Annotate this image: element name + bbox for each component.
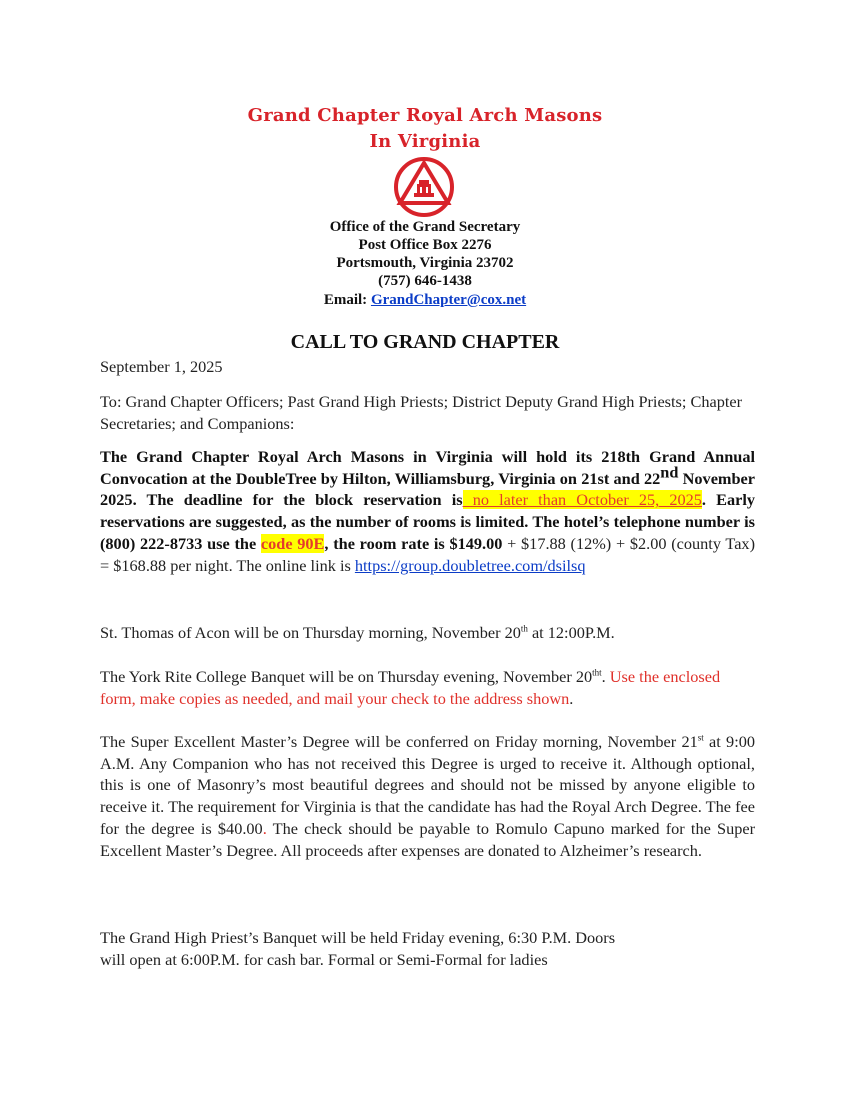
room-rate-text: , the room rate is $149.00 <box>324 533 503 553</box>
york-text-1: The York Rite College Banquet will be on Thursday evening, November 20 <box>100 667 593 686</box>
letterhead-subtitle: In Virginia <box>369 131 481 152</box>
banquet-paragraph <box>100 927 755 970</box>
recipients-line: To: Grand Chapter Officers; Past Grand High Priests; District Deputy Grand High Priests; Chapter Secretaries; and Companions: <box>100 392 743 433</box>
superscript: tht <box>592 667 602 678</box>
convocation-paragraph <box>100 446 755 576</box>
convocation-text-3: . Early reservations are suggested, as the number of rooms is limited. The hotel’s telephone number is (800) 222-8733 use the <box>100 490 756 553</box>
sem-red-dot: . <box>262 818 267 838</box>
office-name: Office of the Grand Secretary <box>329 219 521 235</box>
york-instructions-red: Use the enclosed form, make copies as needed, and mail your check to the address shown <box>100 667 721 708</box>
po-box: Post Office Box 2276 <box>358 237 492 253</box>
super-excellent-master-paragraph <box>100 731 755 861</box>
york-end: . <box>569 688 574 708</box>
superscript: st <box>697 732 704 743</box>
reservation-link[interactable]: https://group.doubletree.com/dsilsq <box>354 555 586 575</box>
york-rite-paragraph <box>100 666 755 709</box>
sem-text-3: The check should be payable to Romulo Capuno marked for the Super Excellent Master’s Degree. All proceeds after expenses are donated to Alzheimer’s research. <box>100 818 755 860</box>
sem-text-2: at 9:00 A.M. Any Companion who has not received this Degree is urged to receive it. Although optional, this is one of Masonry’s most beautiful degrees and should not be missed by anyone eligible to receive it. The requirement for Virginia is that the candidate has had the Royal Arch Degree. The fee for the degree is $40.00 <box>100 732 755 838</box>
convocation-text-1: The Grand Chapter Royal Arch Masons in Virginia will hold its 218th Grand Annual Convocation at the DoubleTree by Hilton, Williamsburg, Virginia on 21st and 22 <box>100 447 755 488</box>
email-label: Email: <box>323 292 371 308</box>
convocation-text-2: November 2025. The deadline for the block reservation is <box>100 468 755 510</box>
york-text-2: . <box>601 667 610 686</box>
acon-text-2: at 12:00P.M. <box>527 623 615 642</box>
banquet-line-1: The Grand High Priest’s Banquet will be held Friday evening, 6:30 P.M. Doors <box>100 928 616 947</box>
acon-paragraph <box>100 622 755 644</box>
room-code-highlight: code 90E <box>260 533 325 553</box>
deadline-highlight: no later than October 25, 2025 <box>462 490 702 510</box>
email-line <box>0 292 850 309</box>
superscript: nd <box>660 462 679 482</box>
royal-arch-emblem-icon <box>384 157 464 217</box>
acon-text-1: St. Thomas of Acon will be on Thursday morning, November 20 <box>100 623 521 642</box>
city-state-zip: Portsmouth, Virginia 23702 <box>336 255 514 271</box>
sem-text-1: The Super Excellent Master’s Degree will be conferred on Friday morning, November 21 <box>100 732 698 751</box>
letterhead-title: Grand Chapter Royal Arch Masons <box>247 105 603 126</box>
banquet-line-2: will open at 6:00P.M. for cash bar. Formal or Semi-Formal for ladies <box>100 949 548 969</box>
letter-date: September 1, 2025 <box>100 357 223 376</box>
email-link[interactable]: GrandChapter@cox.net <box>370 292 527 308</box>
phone-number: (757) 646-1438 <box>378 273 472 289</box>
tax-text: + $17.88 (12%) + $2.00 (county Tax) = $168.88 per night. The online link is <box>100 533 755 575</box>
superscript: th <box>520 623 528 634</box>
call-title: CALL TO GRAND CHAPTER <box>290 331 560 353</box>
